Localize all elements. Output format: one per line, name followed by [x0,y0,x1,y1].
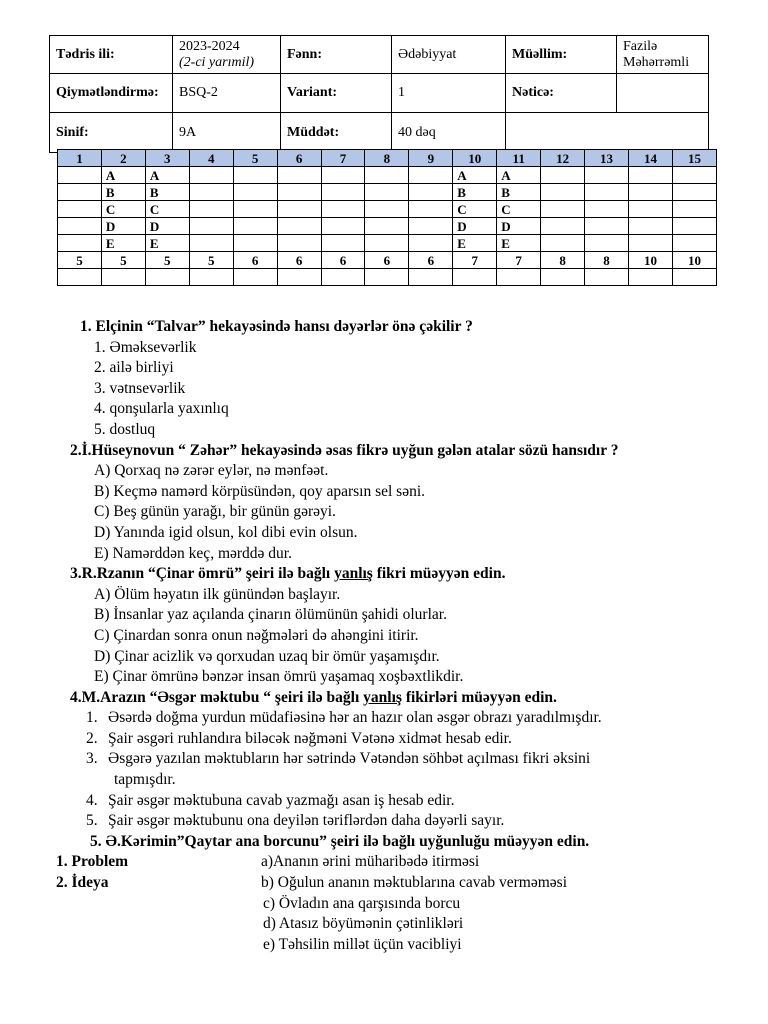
grid-points-row [58,252,717,269]
question-2-option: D) Yanında igid olsun, kol dibi evin olsun. [94,523,358,541]
grid-points-cell: 7 [497,252,541,269]
grid-option-cell [277,218,321,235]
grid-score-cell [189,269,233,286]
option-number: 5. [86,812,98,830]
grid-option-cell: D [497,218,541,235]
grid-option-cell [321,201,365,218]
grid-option-cell [628,184,672,201]
question-4-title-start: 4.M.Arazın “Əsgər məktubu “ şeiri ilə bağlı [70,688,364,706]
matching-row [56,852,736,873]
grid-option-cell: C [497,201,541,218]
grid-option-cell [233,167,277,184]
grid-option-cell [541,167,585,184]
grid-option-row [58,201,717,218]
grid-option-cell: D [101,218,145,235]
grid-score-cell [672,269,716,286]
question-4-option [56,811,736,832]
grid-option-cell [409,201,453,218]
grid-option-cell: C [453,201,497,218]
grid-points-cell: 8 [585,252,629,269]
grid-option-cell: E [101,235,145,252]
question-5-title: 5. Ə.Kərimin”Qaytar ana borcunu” şeiri ilə bağlı uyğunluğu müəyyən edin. [90,832,590,850]
grid-option-cell [409,184,453,201]
grid-option-cell [628,201,672,218]
question-4-title-end: fikirləri müəyyən edin. [401,688,557,706]
grid-score-cell [585,269,629,286]
variant-label: Variant: [281,74,392,113]
grid-points-cell: 5 [145,252,189,269]
grid-score-cell [497,269,541,286]
grid-score-cell [145,269,189,286]
matching-right-item: e) Təhsilin millət üçün vacibliyi [263,935,462,953]
duration-label: Müddət: [281,113,392,153]
grid-question-number: 12 [541,150,585,167]
grid-option-cell [672,167,716,184]
question-4-option [56,749,736,770]
questions [56,317,736,955]
grid-score-cell [101,269,145,286]
grid-question-number: 7 [321,150,365,167]
grid-option-cell: E [497,235,541,252]
grid-option-cell [409,167,453,184]
grid-score-cell [409,269,453,286]
grid-option-cell [189,167,233,184]
grid-option-cell [409,235,453,252]
question-4-option [56,729,736,750]
grid-points-cell: 6 [233,252,277,269]
grid-question-number: 14 [628,150,672,167]
assessment-value: BSQ-2 [173,74,281,113]
grid-question-number: 13 [585,150,629,167]
grid-question-number: 8 [365,150,409,167]
option-text: Əsgərə yazılan məktubların hər sətrində Vətəndən söhbət açılması fikri əksini [108,750,591,768]
grid-option-cell [409,218,453,235]
grid-option-cell [541,201,585,218]
grid-option-row [58,184,717,201]
empty-cell [506,113,709,153]
grid-option-cell [672,184,716,201]
grid-score-cell [321,269,365,286]
grid-score-cell [453,269,497,286]
grid-option-cell [541,218,585,235]
grid-option-cell [585,218,629,235]
question-2-option: A) Qorxaq nə zərər eylər, nə mənfəət. [94,462,329,480]
question-3-option: C) Çinardan sonra onun nəğmələri də ahəngini itirir. [94,626,419,644]
grid-option-cell [189,218,233,235]
grid-option-cell [365,235,409,252]
option-text: Şair əsgər məktubuna cavab yazmağı asan iş hesab edir. [108,791,455,809]
matching-row [56,873,736,894]
grid-option-cell [189,184,233,201]
assessment-label: Qiymətləndirmə: [50,74,173,113]
grid-header-row [58,150,717,167]
grid-option-cell [233,201,277,218]
option-number: 1. [86,709,98,727]
teacher-value [617,36,709,74]
option-text: Əsərdə doğma yurdun müdafiəsinə hər an hazır olan əsgər obrazı yaradılmışdır. [108,709,602,727]
grid-option-cell [58,218,102,235]
grid-option-cell [672,218,716,235]
variant-value: 1 [392,74,506,113]
teacher-last-name: Məhərrəmli [623,54,690,70]
grid-option-cell [58,235,102,252]
grid-question-number: 15 [672,150,716,167]
matching-left-item: 1. Problem [56,853,129,871]
grid-option-cell [628,235,672,252]
grid-option-cell [321,184,365,201]
matching-right-item: a)Ananın ərini müharibədə itirməsi [261,853,480,871]
grid-score-cell [277,269,321,286]
question-3-option: B) İnsanlar yaz açılanda çinarın ölümünün şahidi olurlar. [94,606,447,624]
grid-points-cell: 6 [365,252,409,269]
grid-question-number: 4 [189,150,233,167]
grid-option-cell [628,167,672,184]
grid-option-cell: B [497,184,541,201]
grid-option-cell [628,218,672,235]
grid-option-cell: B [145,184,189,201]
grid-points-cell: 10 [672,252,716,269]
grid-option-cell: D [453,218,497,235]
grid-option-cell: E [145,235,189,252]
grid-points-cell: 7 [453,252,497,269]
question-3-keyword: yanlış [334,565,373,583]
grid-option-cell [58,201,102,218]
subject-label: Fənn: [281,36,392,74]
grid-option-cell [233,218,277,235]
grid-points-cell: 6 [409,252,453,269]
option-number: 4. [86,791,98,809]
grid-points-cell: 5 [58,252,102,269]
grid-points-cell: 10 [628,252,672,269]
grid-option-cell: B [453,184,497,201]
grid-question-number: 1 [58,150,102,167]
matching-row [56,914,736,935]
grid-option-cell [321,167,365,184]
grid-option-cell [321,218,365,235]
grid-option-cell [321,235,365,252]
question-4-option [56,791,736,812]
question-1-option: 1. Əməksevərlik [94,338,197,356]
school-year-value [173,36,281,74]
matching-left-item: 2. İdeya [56,874,109,892]
question-3-title-end: fikri müəyyən edin. [372,565,506,583]
question-4-keyword: yanlış [363,688,402,706]
grid-option-cell: A [497,167,541,184]
grid-option-cell [189,235,233,252]
grid-score-cell [233,269,277,286]
result-label: Nəticə: [506,74,617,113]
question-3-title-start: 3.R.Rzanın “Çinar ömrü” şeiri ilə bağlı [70,565,335,583]
question-2-option: E) Namərddən keç, mərddə dur. [94,544,292,562]
grid-score-cell [365,269,409,286]
grid-score-row [58,269,717,286]
grid-option-cell [277,201,321,218]
grid-option-row [58,235,717,252]
grid-question-number: 10 [453,150,497,167]
grid-question-number: 2 [101,150,145,167]
school-year: 2023-2024 [179,38,240,54]
question-1-option: 4. qonşularla yaxınlıq [94,400,229,418]
grid-option-cell [277,184,321,201]
grid-option-cell [233,184,277,201]
matching-right-item: d) Atasız böyümənin çətinlikləri [263,915,464,933]
class-label: Sinif: [50,113,173,153]
grid-option-cell [672,235,716,252]
grid-option-cell [365,218,409,235]
teacher-first-name: Fazilə [623,38,658,54]
header-row [50,113,709,153]
grid-option-cell [365,201,409,218]
grid-option-cell [541,184,585,201]
option-text: Şair əsgəri ruhlandıra biləcək nəğməni Vətənə xidmət hesab edir. [108,729,512,747]
header-table [49,35,709,153]
answer-grid [57,149,717,286]
matching-row [56,935,736,956]
duration-value: 40 dəq [392,113,506,153]
grid-question-number: 3 [145,150,189,167]
matching-right-item: b) Oğulun ananın məktublarına cavab verməməsi [261,874,568,892]
grid-option-cell [277,235,321,252]
subject-value: Ədəbiyyat [392,36,506,74]
grid-option-cell [365,184,409,201]
grid-question-number: 11 [497,150,541,167]
grid-points-cell: 8 [541,252,585,269]
grid-question-number: 6 [277,150,321,167]
grid-option-cell [541,235,585,252]
question-4-option-continued: tapmışdır. [114,771,176,789]
grid-option-cell [277,167,321,184]
grid-option-cell [585,235,629,252]
grid-option-cell [585,184,629,201]
grid-option-cell: C [145,201,189,218]
option-text: Şair əsgər məktubunu ona deyilən təriflərdən daha dəyərli sayır. [108,812,505,830]
option-number: 3. [86,750,98,768]
question-2-title: 2.İ.Hüseynovun “ Zəhər” hekayəsində əsas fikrə uyğun gələn atalar sözü hansıdır ? [70,441,619,459]
grid-option-cell [585,201,629,218]
question-3-option: A) Ölüm həyatın ilk günündən başlayır. [94,585,341,603]
question-3-option: D) Çinar acizlik və qorxudan uzaq bir ömür yaşamışdır. [94,647,440,665]
grid-option-cell [672,201,716,218]
matching-right-item: c) Övladın ana qarşısında borcu [263,894,461,912]
semester: (2-ci yarımil) [179,54,255,70]
question-3-option: E) Çinar ömrünə bənzər insan ömrü yaşamaq xoşbəxtlikdir. [94,668,464,686]
matching-row [56,894,736,915]
grid-option-cell [233,235,277,252]
question-2-option: C) Beş günün yarağı, bir günün gərəyi. [94,503,336,521]
grid-option-cell: E [453,235,497,252]
grid-score-cell [628,269,672,286]
header-row [50,74,709,113]
question-1-option: 5. dostluq [94,420,156,438]
grid-option-cell [189,201,233,218]
grid-question-number: 9 [409,150,453,167]
grid-option-row [58,218,717,235]
option-number: 2. [86,729,98,747]
grid-option-cell: D [145,218,189,235]
question-4-option [56,708,736,729]
question-3-title [56,564,736,585]
grid-option-cell: B [101,184,145,201]
header-row [50,36,709,74]
grid-option-cell [58,184,102,201]
class-value: 9A [173,113,281,153]
grid-score-cell [58,269,102,286]
grid-score-cell [541,269,585,286]
grid-option-cell: A [101,167,145,184]
question-4-title [56,688,736,709]
grid-option-row [58,167,717,184]
question-1-option: 3. vətnsevərlik [94,379,186,397]
grid-points-cell: 5 [189,252,233,269]
grid-points-cell: 6 [277,252,321,269]
question-1-option: 2. ailə birliyi [94,359,174,377]
grid-points-cell: 5 [101,252,145,269]
result-value [617,74,709,113]
grid-option-cell [58,167,102,184]
grid-option-cell: C [101,201,145,218]
teacher-label: Müəllim: [506,36,617,74]
grid-option-cell: A [145,167,189,184]
grid-points-cell: 6 [321,252,365,269]
question-1-title: 1. Elçinin “Talvar” hekayəsində hansı dəyərlər önə çəkilir ? [80,318,473,335]
grid-question-number: 5 [233,150,277,167]
grid-option-cell [365,167,409,184]
grid-option-cell [585,167,629,184]
school-year-label: Tədris ili: [50,36,173,74]
grid-option-cell: A [453,167,497,184]
question-2-option: B) Keçmə namərd körpüsündən, qoy aparsın sel səni. [94,482,426,500]
